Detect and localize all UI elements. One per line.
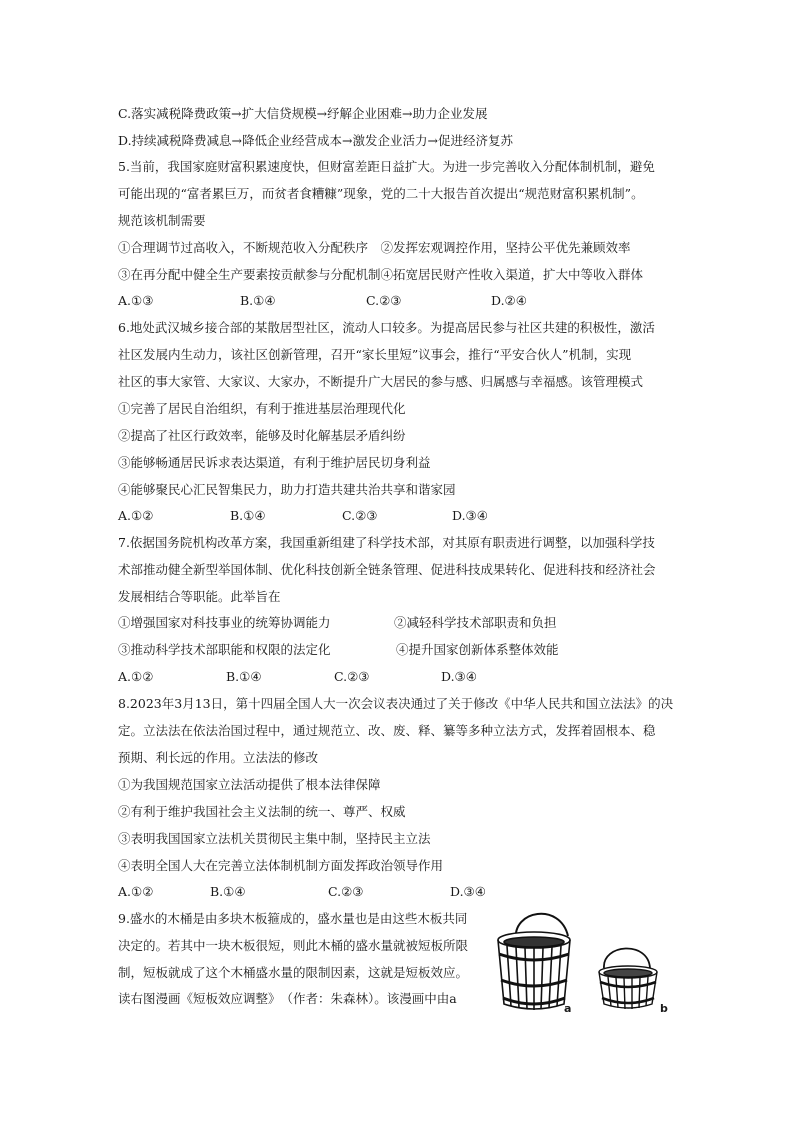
- q6-item-1: ①完善了居民自治组织，有利于推进基层治理现代化: [118, 401, 406, 416]
- q8-choice-d[interactable]: D.③④: [450, 884, 486, 899]
- q9-stem-line-4: 读右图漫画《短板效应调整》 （作者：朱森林）。该漫画中由a: [118, 991, 457, 1006]
- q8-stem-line-2: 定。立法法在依法治国过程中，通过规范立、改、废、释、纂等多种立法方式，发挥着固根本、稳: [118, 723, 656, 738]
- q5-choice-d[interactable]: D.②④: [491, 293, 527, 308]
- q6-choice-a[interactable]: A.①②: [118, 508, 154, 523]
- q8-choice-b[interactable]: B.①④: [210, 884, 246, 899]
- q6-choice-c[interactable]: C.②③: [342, 508, 378, 523]
- q7-stem-line-2: 术部推动健全新型举国体制、优化科技创新全链条管理、促进科技成果转化、促进科技和经济社会: [118, 562, 656, 577]
- figure-label-a: a: [564, 1002, 572, 1015]
- q5-stem-line-3: 规范该机制需要: [118, 213, 206, 228]
- q5-stem-line-1: 5.当前，我国家庭财富积累速度快，但财富差距日益扩大。为进一步完善收入分配体制机制，避免: [118, 159, 655, 174]
- q8-item-4: ④表明全国人大在完善立法体制机制方面发挥政治领导作用: [118, 858, 444, 873]
- q8-item-2: ②有利于维护我国社会主义法制的统一、尊严、权威: [118, 804, 406, 819]
- q6-choice-d[interactable]: D.③④: [452, 508, 488, 523]
- q9-stem-line-3: 制，短板就成了这个木桶盛水量的限制因素，这就是短板效应。: [118, 965, 469, 980]
- q7-choice-a[interactable]: A.①②: [118, 669, 154, 684]
- q7-stem-line-3: 发展相结合等职能。此举旨在: [118, 589, 281, 604]
- q6-item-4: ④能够聚民心汇民智集民力，助力打造共建共治共享和谐家园: [118, 482, 456, 497]
- q6-stem-line-1: 6.地处武汉城乡接合部的某散居型社区，流动人口较多。为提高居民参与社区共建的积极性，激活: [118, 320, 655, 335]
- q8-choice-c[interactable]: C.②③: [328, 884, 364, 899]
- q7-item-2: ②减轻科学技术部职责和负担: [394, 615, 557, 630]
- q6-choice-b[interactable]: B.①④: [230, 508, 266, 523]
- q7-item-4: ④提升国家创新体系整体效能: [396, 642, 559, 657]
- q8-item-1: ①为我国规范国家立法活动提供了根本法律保障: [118, 777, 381, 792]
- q7-item-1: ①增强国家对科技事业的统筹协调能力: [118, 615, 331, 630]
- q4-option-c: C.落实减税降费政策→扩大信贷规模→纾解企业困难→助力企业发展: [118, 106, 488, 121]
- q5-items-1-2: ①合理调节过高收入，不断规范收入分配秩序 ②发挥宏观调控作用，坚持公平优先兼顾效率: [118, 240, 631, 255]
- q5-choice-b[interactable]: B.①④: [240, 293, 276, 308]
- bucket-cartoon: [488, 906, 678, 1018]
- q6-stem-line-2: 社区发展内生动力，该社区创新管理，召开“家长里短”议事会，推行“平安合伙人”机制，实现: [118, 347, 632, 362]
- q6-stem-line-3: 社区的事大家管、大家议、大家办，不断提升广大居民的参与感、归属感与幸福感。该管理模式: [118, 374, 644, 389]
- q4-option-d: D.持续减税降费减息→降低企业经营成本→激发企业活力→促进经济复苏: [118, 133, 513, 148]
- bucket-b-icon: [599, 948, 657, 1009]
- q8-item-3: ③表明我国国家立法机关贯彻民主集中制，坚持民主立法: [118, 831, 431, 846]
- q8-choice-a[interactable]: A.①②: [118, 884, 154, 899]
- bucket-a-icon: [498, 914, 570, 1010]
- q7-choice-c[interactable]: C.②③: [334, 669, 370, 684]
- q7-choice-d[interactable]: D.③④: [441, 669, 477, 684]
- q5-stem-line-2: 可能出现的“富者累巨万，而贫者食糟糠”现象，党的二十大报告首次提出“规范财富积累机制”。: [118, 186, 644, 201]
- q5-items-3-4: ③在再分配中健全生产要素按贡献参与分配机制④拓宽居民财产性收入渠道，扩大中等收入群体: [118, 267, 644, 282]
- q8-stem-line-1: 8.2023年3月13日，第十四届全国人大一次会议表决通过了关于修改《中华人民共和国立法法》的决: [118, 696, 674, 711]
- figure-label-b: b: [660, 1002, 668, 1015]
- q6-item-3: ③能够畅通居民诉求表达渠道，有利于维护居民切身利益: [118, 455, 431, 470]
- q9-stem-line-2: 决定的。若其中一块木板很短，则此木桶的盛水量就被短板所限: [118, 938, 469, 953]
- q5-choice-c[interactable]: C.②③: [366, 293, 402, 308]
- q5-choice-a[interactable]: A.①③: [118, 293, 154, 308]
- q8-stem-line-3: 预期、利长远的作用。立法法的修改: [118, 750, 319, 765]
- bucket-cartoon-figure: [488, 906, 678, 1018]
- q7-stem-line-1: 7.依据国务院机构改革方案，我国重新组建了科学技术部，对其原有职责进行调整，以加强科学技: [118, 535, 655, 550]
- q6-item-2: ②提高了社区行政效率，能够及时化解基层矛盾纠纷: [118, 428, 406, 443]
- q9-stem-line-1: 9.盛水的木桶是由多块木板箍成的，盛水量也是由这些木板共同: [118, 911, 468, 926]
- q7-choice-b[interactable]: B.①④: [226, 669, 262, 684]
- q7-item-3: ③推动科学技术部职能和权限的法定化: [118, 642, 331, 657]
